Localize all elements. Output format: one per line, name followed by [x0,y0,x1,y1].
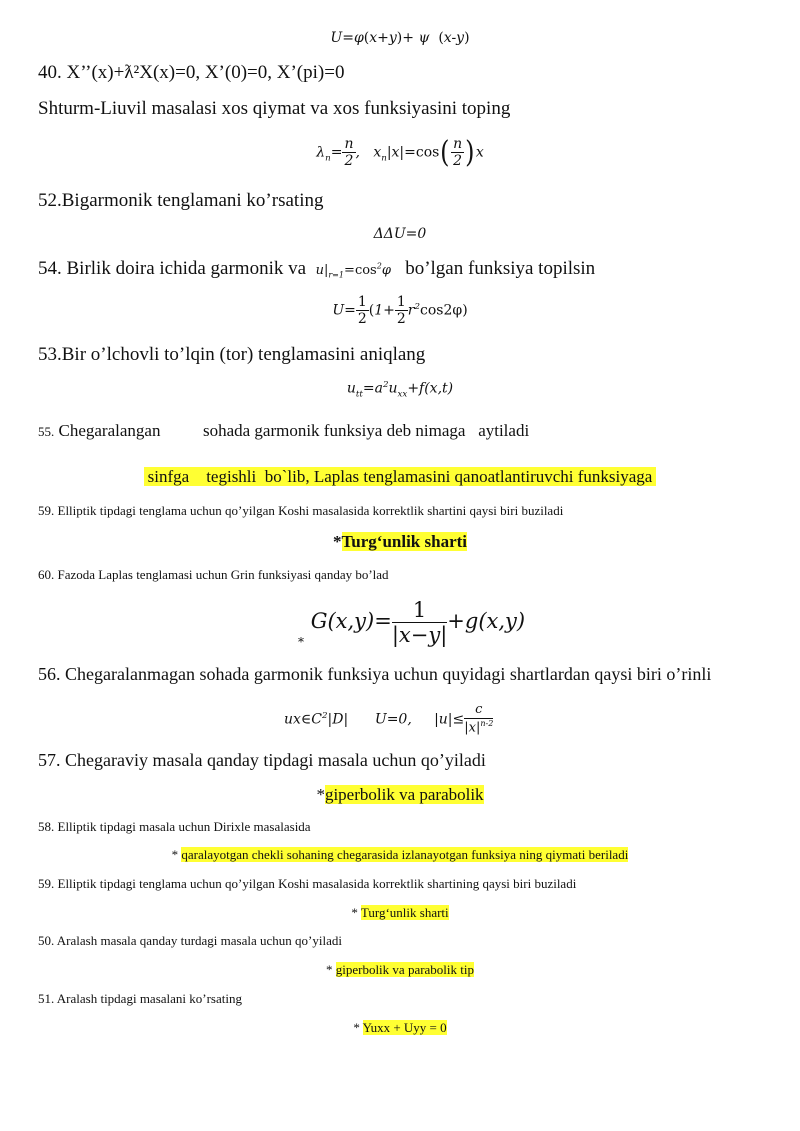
question-58: 58. Elliptik tipdagi masala uchun Dirixle masalasida [38,819,311,834]
question-60: 60. Fazoda Laplas tenglamasi uchun Grin funksiyasi qanday bo’lad [38,567,389,582]
question-57: 57. Chegaraviy masala qanday tipdagi masala uchun qo’yiladi [38,750,486,770]
formula-54: U= $\frac{1}{2}$ (1+ $\frac{1}{2}$ $r^2\cos 2\varphi$) [332,294,468,328]
formula-53: $u_{tt}=a^2u_{xx}+f(x,t)$ [346,380,454,400]
formula-top: U=φ(x+y)+ ψ (x-y) [330,30,470,46]
answer-59-first: *Turg‘unlik sharti [333,532,467,551]
question-54: 54. Birlik doira ichida garmonik va $u|_{r=1}=\cos^2\varphi$ bo’lgan funksiya topilsin [38,258,596,280]
question-59-second: 59. Elliptik tipdagi tenglama uchun qo’yilgan Koshi masalasida korrektlik shartining qaysi biri buziladi [38,876,577,891]
question-40-subtitle: Shturm-Liuvil masalasi xos qiymat va xos funksiyasini toping [38,98,511,119]
formula-54-inline: $u|_{r=1}=\cos^2\varphi$ [315,261,391,280]
question-40: 40. X’’(x)+ƛ²X(x)=0, X’(0)=0, X’(pi)=0 [38,62,345,83]
question-59-first: 59. Elliptik tipdagi tenglama uchun qo’yilgan Koshi masalasida korrektlik shartini qaysi biri buziladi [38,503,564,518]
formula-56: $ux\in C^2|D|$ U=0, |u|≤ $\frac{c}{|x|^{n-2}}$ [284,702,494,736]
answer-58: * qaralayotgan chekli sohaning chegarasida izlanayotgan funksiya ning qiymati beriladi [171,847,629,862]
question-50: 50. Aralash masala qanday turdagi masala uchun qo’yiladi [38,933,342,948]
formula-40: $\lambda_n=$ $\frac{n}{2}$ , $x_n|x|=\cos$( $\frac{n}{2}$ )x [316,134,484,170]
question-56: 56. Chegaralanmagan sohada garmonik funksiya uchun quyidagi shartlardan qaysi biri o’rinli [38,664,712,684]
formula-52: ΔΔU=0 [373,226,427,242]
formula-60: $_*$ G(x,y)= $\frac{1}{|x-y|}$ +g(x,y) [298,598,526,650]
question-55: 55. Chegaralangan sohada garmonik funksiya deb nimaga aytiladi [38,421,530,440]
question-52: 52.Bigarmonik tenglamani ko’rsating [38,190,324,211]
answer-51: * Yuxx + Uyy = 0 [353,1020,447,1035]
answer-59-second: * Turg‘unlik sharti [351,905,449,920]
answer-55: sinfga tegishli bo`lib, Laplas tenglamasini qanoatlantiruvchi funksiyaga [0,467,800,487]
question-51: 51. Aralash tipdagi masalani ko’rsating [38,991,242,1006]
answer-57: *giperbolik va parabolik [316,785,484,804]
question-53: 53.Bir o’lchovli to’lqin (tor) tenglamasini aniqlang [38,344,426,365]
answer-50: * giperbolik va parabolik tip [325,962,475,977]
